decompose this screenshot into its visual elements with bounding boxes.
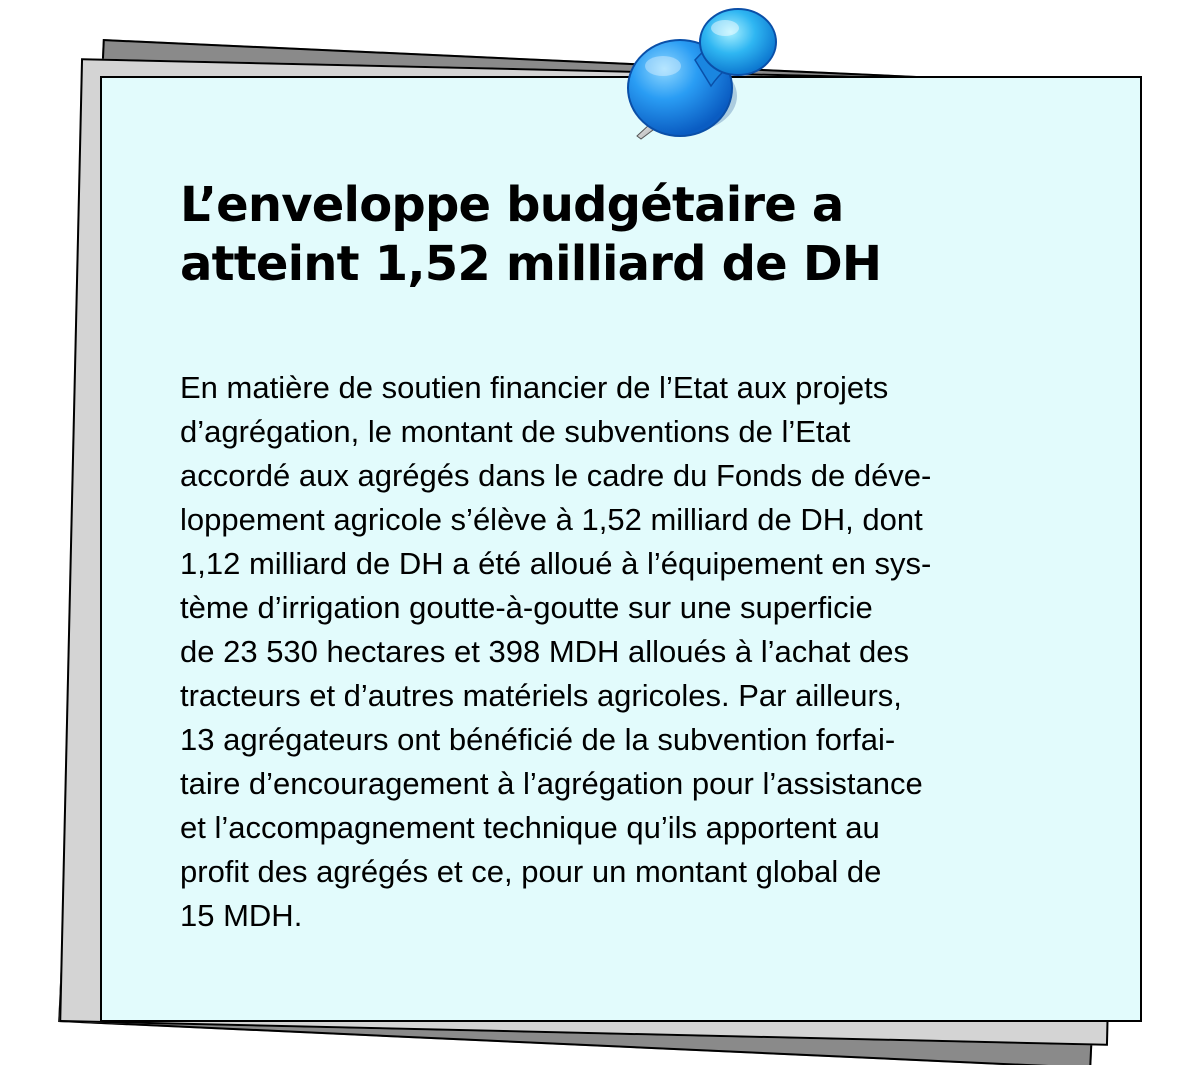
body-line: tème d’irrigation goutte-à-goutte sur une superficie [180, 590, 873, 625]
body-line: En matière de soutien financier de l’Etat aux projets [180, 370, 889, 405]
body-line: d’agrégation, le montant de subventions de l’Etat [180, 414, 851, 449]
note-title [180, 176, 1080, 294]
pushpin-icon [625, 0, 785, 145]
note-body [180, 366, 1120, 938]
body-line: taire d’encouragement à l’agrégation pour l’assistance [180, 766, 923, 801]
body-line: tracteurs et d’autres matériels agricoles. Par ailleurs, [180, 678, 902, 713]
body-line: loppement agricole s’élève à 1,52 milliard de DH, dont [180, 502, 923, 537]
note-card [100, 76, 1142, 1022]
body-line: de 23 530 hectares et 398 MDH alloués à l’achat des [180, 634, 909, 669]
body-line: 1,12 milliard de DH a été alloué à l’équipement en sys- [180, 546, 932, 581]
body-line: profit des agrégés et ce, pour un montant global de [180, 854, 882, 889]
title-line: atteint 1,52 milliard de DH [180, 236, 882, 292]
title-line: L’enveloppe budgétaire a [180, 177, 844, 233]
body-line: 15 MDH. [180, 898, 303, 933]
body-line: 13 agrégateurs ont bénéficié de la subvention forfai- [180, 722, 896, 757]
body-line: accordé aux agrégés dans le cadre du Fonds de déve- [180, 458, 932, 493]
body-line: et l’accompagnement technique qu’ils apportent au [180, 810, 880, 845]
